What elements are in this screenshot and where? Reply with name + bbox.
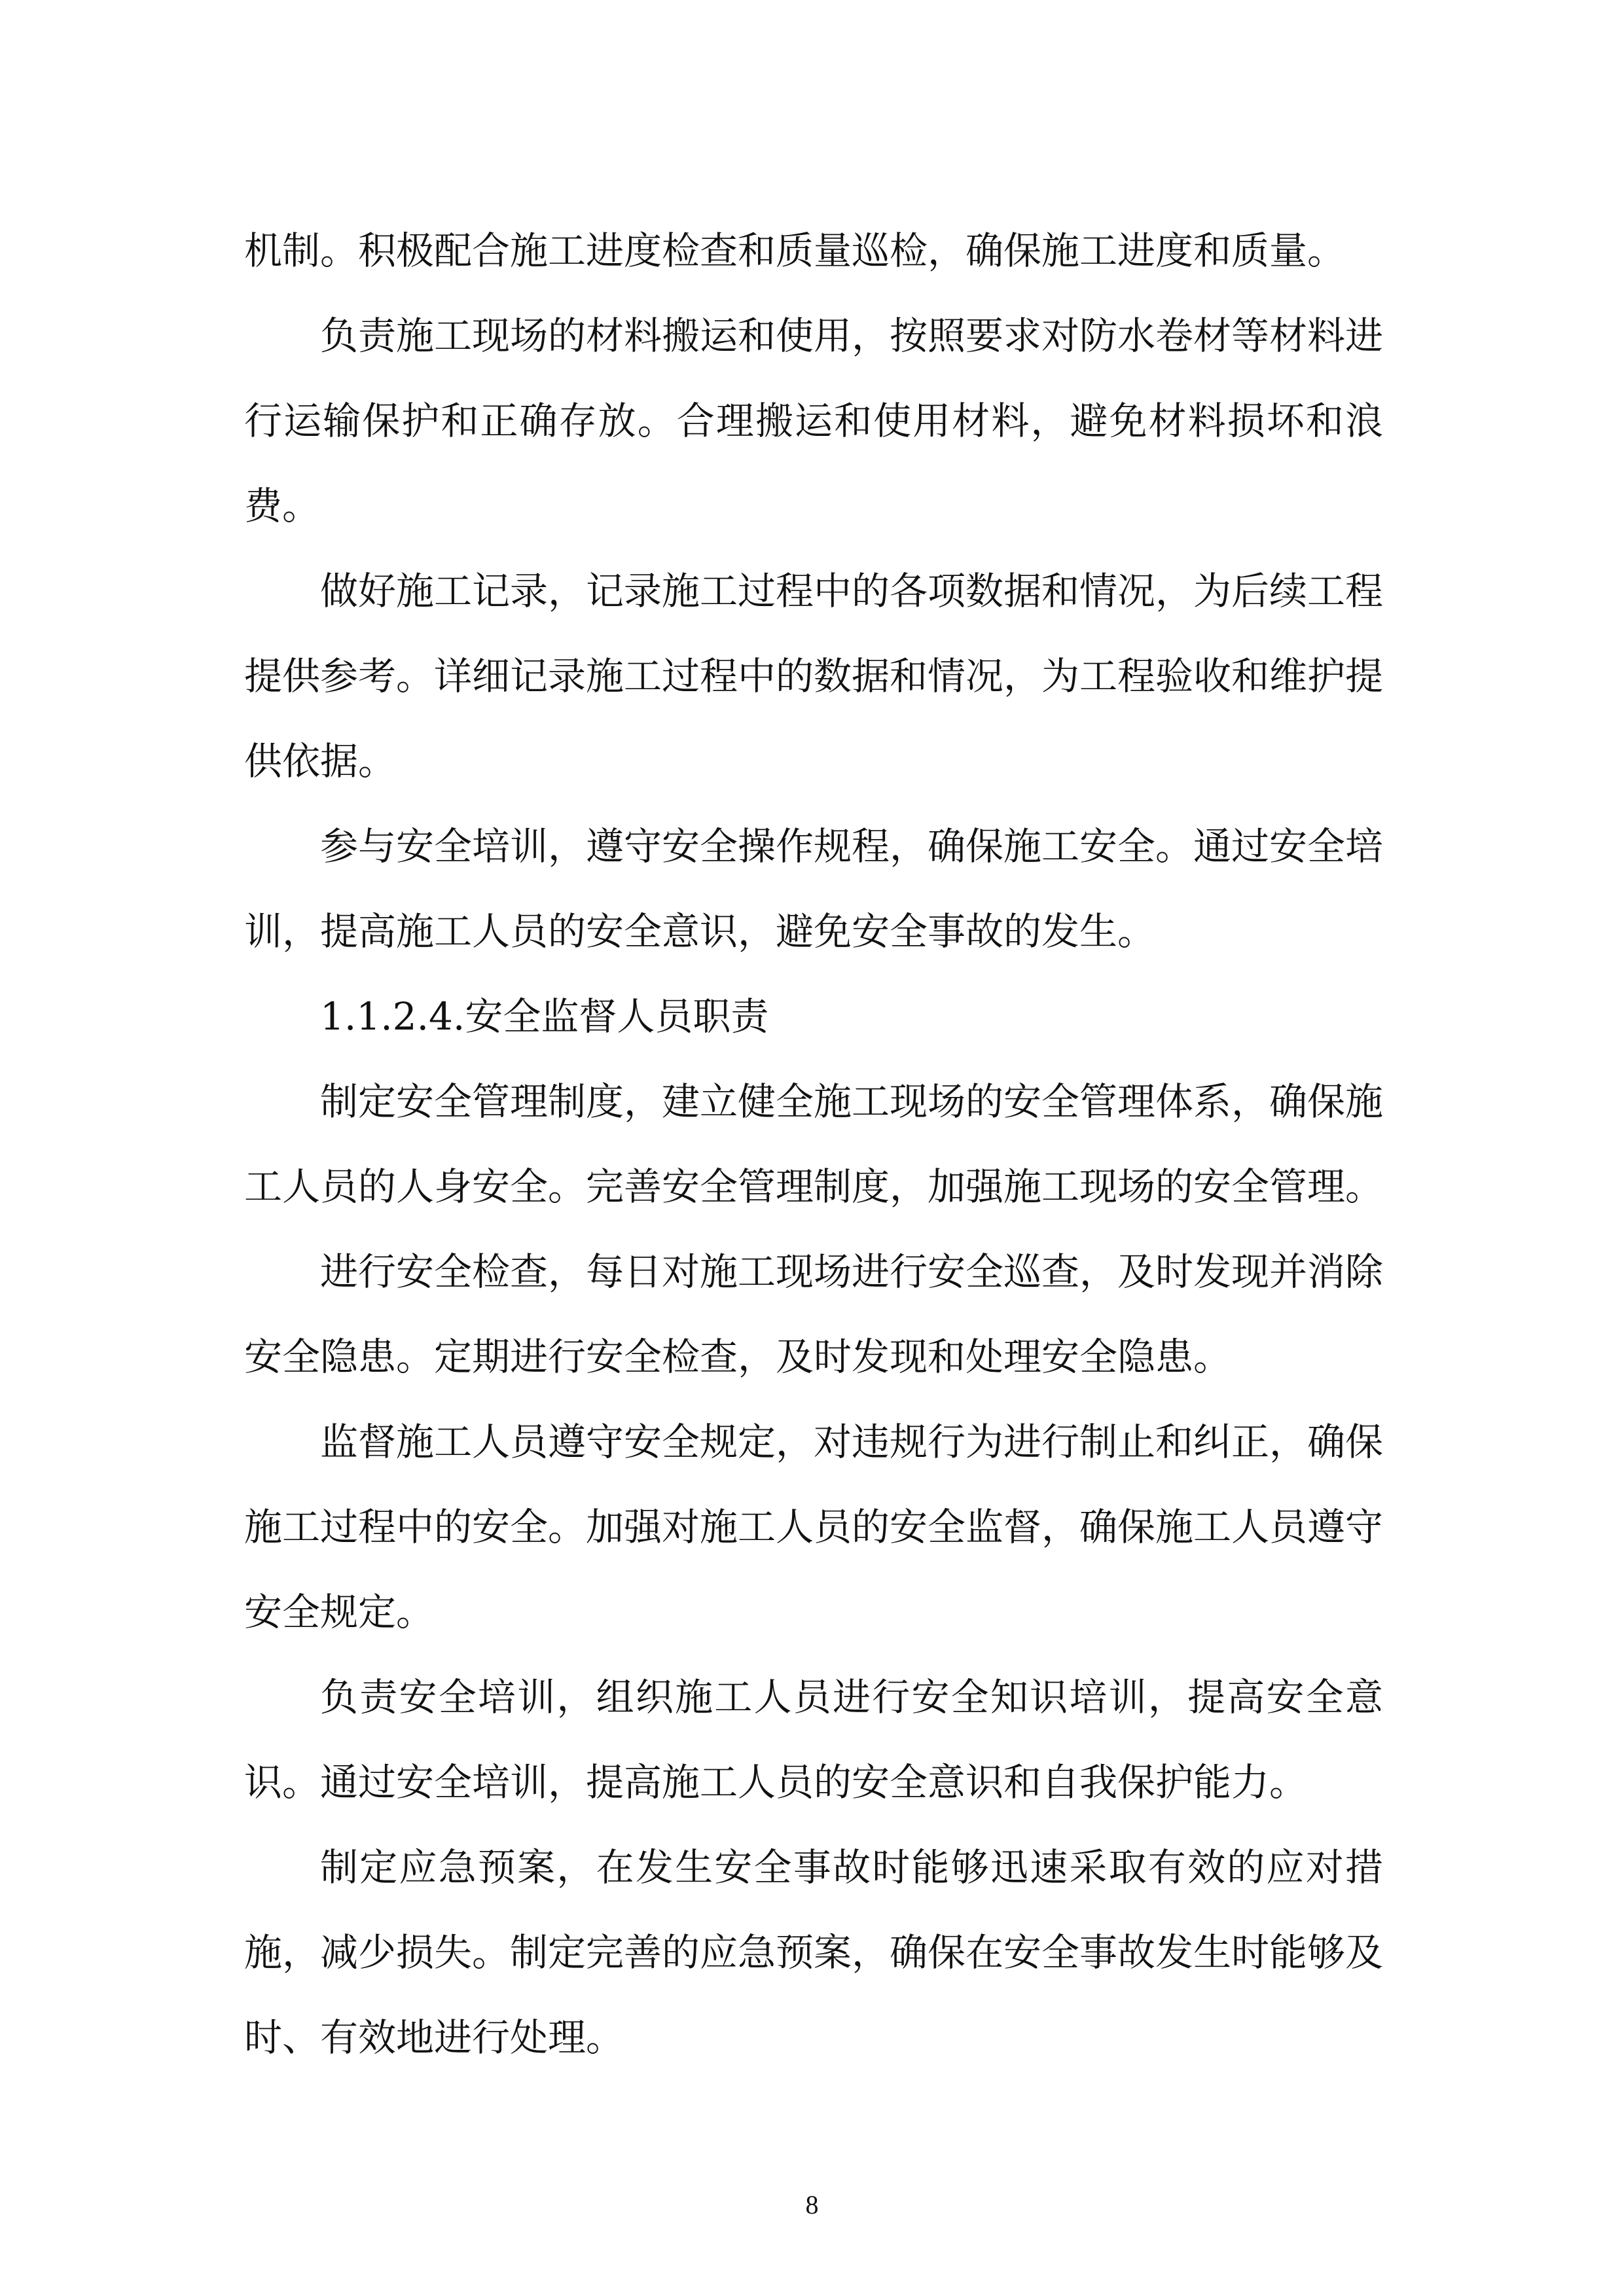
paragraph-safety-supervision: 监督施工人员遵守安全规定，对违规行为进行制止和纠正，确保施工过程中的安全。加强对施工人员的安全监督，确保施工人员遵守安全规定。 bbox=[244, 1420, 1384, 1634]
document-page bbox=[244, 208, 1383, 2080]
section-heading: 1.1.2.4.安全监督人员职责 bbox=[320, 994, 769, 1039]
paragraph-continuation: 机制。积极配合施工进度检查和质量巡检，确保施工进度和质量。 bbox=[244, 228, 1346, 273]
paragraph-safety-training: 负责安全培训，组织施工人员进行安全知识培训，提高安全意识。通过安全培训，提高施工人员的安全意识和自我保护能力。 bbox=[244, 1675, 1383, 1804]
paragraph-emergency-plan: 制定应急预案，在发生安全事故时能够迅速采取有效的应对措施，减少损失。制定完善的应急预案，确保在安全事故发生时能够及时、有效地进行处理。 bbox=[244, 1845, 1384, 2060]
paragraph-safety-inspection: 进行安全检查，每日对施工现场进行安全巡查，及时发现并消除安全隐患。定期进行安全检查，及时发现和处理安全隐患。 bbox=[244, 1249, 1384, 1379]
paragraph-safety-training-participation: 参与安全培训，遵守安全操作规程，确保施工安全。通过安全培训，提高施工人员的安全意识，避免安全事故的发生。 bbox=[244, 824, 1384, 954]
paragraph-construction-records: 做好施工记录，记录施工过程中的各项数据和情况，为后续工程提供参考。详细记录施工过程中的数据和情况，为工程验收和维护提供依据。 bbox=[244, 569, 1384, 783]
paragraph-safety-management-system: 制定安全管理制度，建立健全施工现场的安全管理体系，确保施工人员的人身安全。完善安全管理制度，加强施工现场的安全管理。 bbox=[244, 1079, 1384, 1209]
paragraph-material-handling: 负责施工现场的材料搬运和使用，按照要求对防水卷材等材料进行运输保护和正确存放。合理搬运和使用材料，避免材料损坏和浪费。 bbox=[244, 314, 1384, 528]
page-number: 8 bbox=[805, 2190, 819, 2219]
